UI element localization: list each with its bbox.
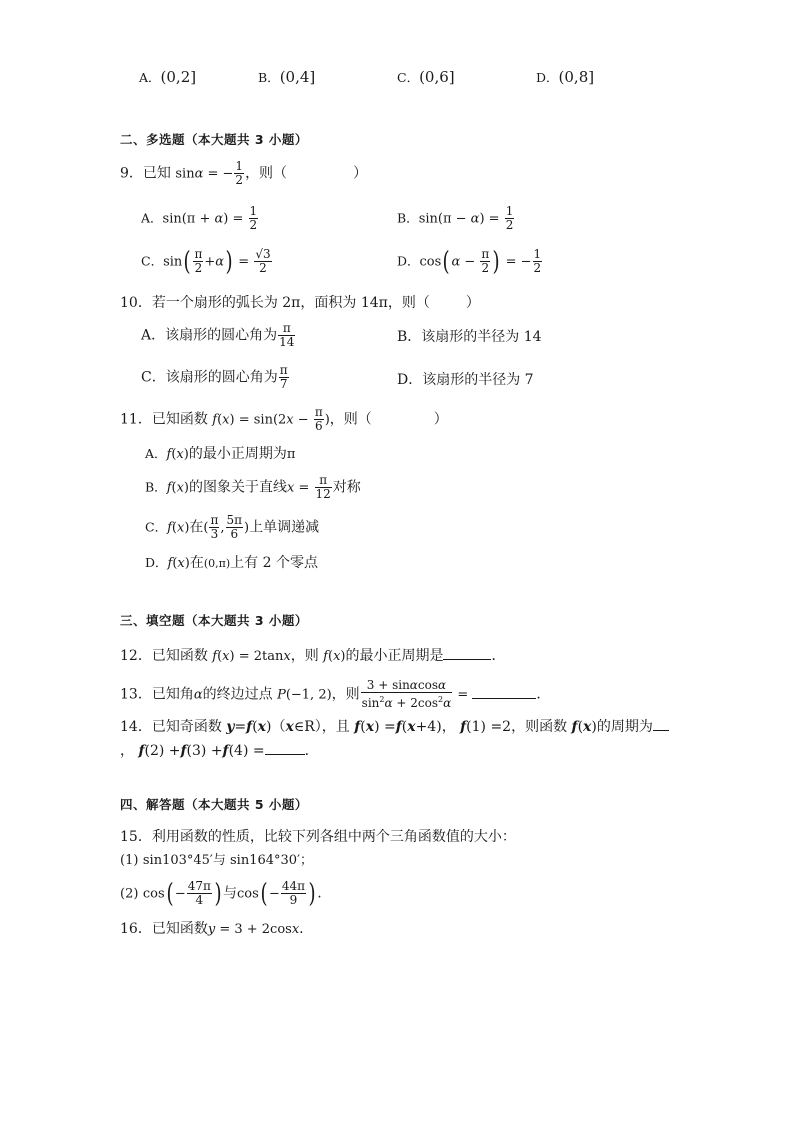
q8-option-a: A．(0,2] bbox=[139, 68, 197, 86]
question-11-stem: 11．已知函数 f(x) = sin(2x − $\frac{\pi}{6}$ )，则（ ） bbox=[120, 405, 448, 433]
question-10-stem: 10．若一个扇形的弧长为 2π，面积为 14π，则（ ） bbox=[120, 295, 480, 311]
section-heading-fill-in: 三、填空题（本大题共 3 小题） bbox=[120, 613, 308, 628]
q8-option-c: C．(0,6] bbox=[397, 68, 455, 86]
q8-option-d: D．(0,8] bbox=[536, 68, 595, 86]
question-13: 13．已知角α的终边过点 P(−1, 2)，则 $\frac{3 + \sin\alpha\cos\alpha}{\sin^2\alpha + 2\cos^2\alpha}$ = ． bbox=[120, 678, 551, 710]
question-15-part-1: (1) sin103°45′与 sin164°30′； bbox=[120, 853, 314, 868]
section-heading-multiple-choice: 二、多选题（本大题共 3 小题） bbox=[120, 132, 308, 147]
section-heading-solutions: 四、解答题（本大题共 5 小题） bbox=[120, 797, 308, 812]
question-10-option-a: A．该扇形的圆心角为 $\frac{\pi}{14}$ bbox=[141, 321, 295, 349]
q8-option-b: B．(0,4] bbox=[258, 68, 316, 86]
q8-option-b-value: (0,4] bbox=[279, 68, 316, 86]
question-9-option-b: B．sin(π − α) = $\frac{1}{2}$ bbox=[397, 204, 514, 232]
answer-blank[interactable] bbox=[443, 645, 491, 660]
answer-blank-sum[interactable] bbox=[265, 740, 305, 755]
question-15-stem: 15．利用函数的性质，比较下列各组中两个三角函数值的大小： bbox=[120, 829, 516, 845]
question-10-option-c: C．该扇形的圆心角为 $\frac{\pi}{7}$ bbox=[141, 363, 288, 391]
question-14-line1: 14．已知奇函数 y=f(x)（x∈R），且 f(x) =f(x+4)， f(1) =2，则函数 f(x)的周期为 bbox=[120, 716, 669, 736]
question-15-part-2: (2) cos( − $\frac{47\pi}{4}$ ) 与cos( − $\frac{44\pi}{9}$ ) . bbox=[120, 878, 322, 909]
answer-blank[interactable] bbox=[472, 684, 536, 699]
question-9-option-a: A．sin(π + α) = $\frac{1}{2}$ bbox=[141, 204, 258, 232]
question-9-stem: 9．已知 sinα = − $\frac{1}{2}$ ，则（ ） bbox=[120, 159, 368, 187]
question-9-option-d: D．cos( α − $\frac{\pi}{2}$ ) = − $\frac{1}{2}$ bbox=[397, 246, 542, 277]
question-10-option-b: B．该扇形的半径为 14 bbox=[397, 329, 542, 345]
question-11-option-c: C．f(x)在( $\frac{\pi}{3}$ , $\frac{5\pi}{6}$ )上单调递减 bbox=[145, 513, 320, 541]
q8-option-a-value: (0,2] bbox=[160, 68, 197, 86]
question-9-option-c: C．sin( $\frac{\pi}{2}$ +α) = $\frac{√3}{2}$ bbox=[141, 246, 271, 277]
question-11-option-b: B．f(x)的图象关于直线x = $\frac{\pi}{12}$ 对称 bbox=[145, 473, 361, 501]
question-11-option-a: A．f(x)的最小正周期为π bbox=[145, 446, 296, 462]
question-12: 12．已知函数 f(x) = 2tanx，则 f(x)的最小正周期是 ． bbox=[120, 645, 505, 666]
question-11-option-d: D．f(x)在(0,π)上有 2 个零点 bbox=[145, 555, 318, 571]
q8-option-c-value: (0,6] bbox=[419, 68, 455, 86]
q8-option-d-value: (0,8] bbox=[558, 68, 595, 86]
question-16: 16．已知函数y = 3 + 2cosx. bbox=[120, 921, 304, 937]
question-10-option-d: D．该扇形的半径为 7 bbox=[397, 372, 534, 388]
answer-blank-period[interactable] bbox=[653, 716, 669, 731]
question-14-line2: ， f(2) +f(3) +f(4) = . bbox=[120, 740, 309, 760]
